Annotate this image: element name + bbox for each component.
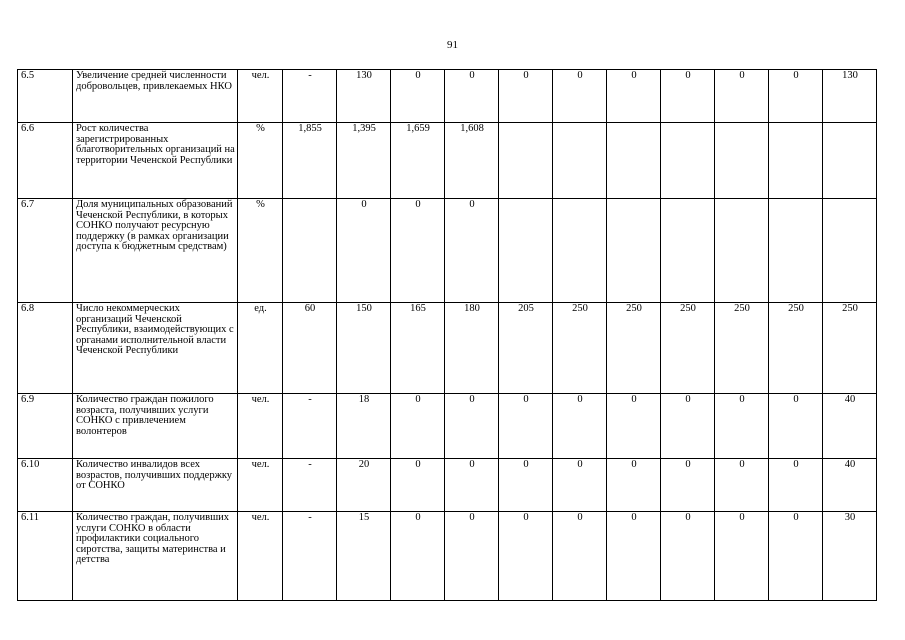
indicator-name: Доля муниципальных образований Чеченской Республики, в которых СОНКО получают ресурсную поддержку (в рамках организации доступа к бюджетным средствам) [73, 199, 238, 303]
unit-cell: чел. [238, 394, 283, 459]
value-cell: 250 [823, 303, 877, 394]
table-row [18, 199, 877, 303]
value-cell: 1,608 [445, 123, 499, 199]
value-cell [715, 123, 769, 199]
value-cell: 0 [553, 459, 607, 512]
value-cell: 0 [607, 459, 661, 512]
value-cell: 0 [769, 394, 823, 459]
value-cell: 0 [499, 394, 553, 459]
unit-cell: % [238, 123, 283, 199]
value-cell: 130 [337, 70, 391, 123]
value-cell: 1,659 [391, 123, 445, 199]
row-id: 6.5 [18, 70, 73, 123]
value-cell: 0 [445, 70, 499, 123]
value-cell: - [283, 394, 337, 459]
value-cell: - [283, 512, 337, 601]
value-cell: 0 [391, 512, 445, 601]
value-cell: 0 [391, 70, 445, 123]
value-cell: 0 [391, 459, 445, 512]
table-row [18, 70, 877, 123]
value-cell [553, 123, 607, 199]
value-cell: 18 [337, 394, 391, 459]
value-cell: 0 [391, 394, 445, 459]
value-cell: 250 [769, 303, 823, 394]
value-cell [607, 123, 661, 199]
value-cell: 0 [445, 459, 499, 512]
value-cell: 0 [499, 70, 553, 123]
value-cell: 0 [499, 459, 553, 512]
unit-cell: чел. [238, 512, 283, 601]
value-cell: 0 [715, 512, 769, 601]
value-cell: 205 [499, 303, 553, 394]
value-cell: 0 [715, 70, 769, 123]
value-cell: 0 [769, 459, 823, 512]
value-cell: 0 [661, 70, 715, 123]
value-cell [661, 123, 715, 199]
unit-cell: % [238, 199, 283, 303]
indicator-name: Число некоммерческих организаций Чеченской Республики, взаимодействующих с органами исполнительной власти Чеченской Республики [73, 303, 238, 394]
value-cell [553, 199, 607, 303]
value-cell: 130 [823, 70, 877, 123]
indicator-name: Количество граждан пожилого возраста, получивших услуги СОНКО с привлечением волонтеров [73, 394, 238, 459]
indicator-name: Количество инвалидов всех возрастов, получивших поддержку от СОНКО [73, 459, 238, 512]
value-cell: 165 [391, 303, 445, 394]
value-cell: 15 [337, 512, 391, 601]
unit-cell: чел. [238, 459, 283, 512]
value-cell: 40 [823, 459, 877, 512]
table-row [18, 459, 877, 512]
row-id: 6.8 [18, 303, 73, 394]
value-cell: 0 [499, 512, 553, 601]
value-cell: 30 [823, 512, 877, 601]
indicators-table [17, 69, 877, 601]
unit-cell: ед. [238, 303, 283, 394]
value-cell: 40 [823, 394, 877, 459]
value-cell: 0 [391, 199, 445, 303]
value-cell: 250 [715, 303, 769, 394]
value-cell: 0 [553, 394, 607, 459]
value-cell [769, 123, 823, 199]
value-cell: 250 [607, 303, 661, 394]
value-cell: 0 [769, 512, 823, 601]
value-cell: 180 [445, 303, 499, 394]
row-id: 6.9 [18, 394, 73, 459]
value-cell [823, 199, 877, 303]
indicator-name: Количество граждан, получивших услуги СОНКО в области профилактики социального сиротства, защиты материнства и детства [73, 512, 238, 601]
value-cell: 60 [283, 303, 337, 394]
value-cell [283, 199, 337, 303]
value-cell: 1,395 [337, 123, 391, 199]
value-cell: - [283, 459, 337, 512]
value-cell [499, 199, 553, 303]
value-cell: 0 [607, 512, 661, 601]
indicator-name: Увеличение средней численности добровольцев, привлекаемых НКО [73, 70, 238, 123]
value-cell [769, 199, 823, 303]
value-cell [661, 199, 715, 303]
value-cell: - [283, 70, 337, 123]
value-cell: 20 [337, 459, 391, 512]
value-cell: 0 [769, 70, 823, 123]
page-number: 91 [447, 39, 458, 51]
value-cell: 0 [715, 459, 769, 512]
row-id: 6.11 [18, 512, 73, 601]
value-cell [823, 123, 877, 199]
table-row [18, 394, 877, 459]
unit-cell: чел. [238, 70, 283, 123]
row-id: 6.7 [18, 199, 73, 303]
value-cell: 0 [337, 199, 391, 303]
value-cell: 0 [661, 512, 715, 601]
value-cell: 0 [553, 512, 607, 601]
value-cell [607, 199, 661, 303]
value-cell: 0 [661, 394, 715, 459]
value-cell: 0 [445, 199, 499, 303]
value-cell [715, 199, 769, 303]
value-cell: 0 [661, 459, 715, 512]
table-row [18, 123, 877, 199]
row-id: 6.10 [18, 459, 73, 512]
value-cell: 0 [607, 70, 661, 123]
value-cell: 150 [337, 303, 391, 394]
row-id: 6.6 [18, 123, 73, 199]
value-cell: 0 [445, 394, 499, 459]
value-cell: 0 [715, 394, 769, 459]
value-cell: 0 [607, 394, 661, 459]
value-cell [499, 123, 553, 199]
value-cell: 1,855 [283, 123, 337, 199]
table-row [18, 303, 877, 394]
indicator-name: Рост количества зарегистрированных благотворительных организаций на территории Чеченской Республики [73, 123, 238, 199]
value-cell: 250 [553, 303, 607, 394]
value-cell: 250 [661, 303, 715, 394]
value-cell: 0 [445, 512, 499, 601]
value-cell: 0 [553, 70, 607, 123]
table-row [18, 512, 877, 601]
